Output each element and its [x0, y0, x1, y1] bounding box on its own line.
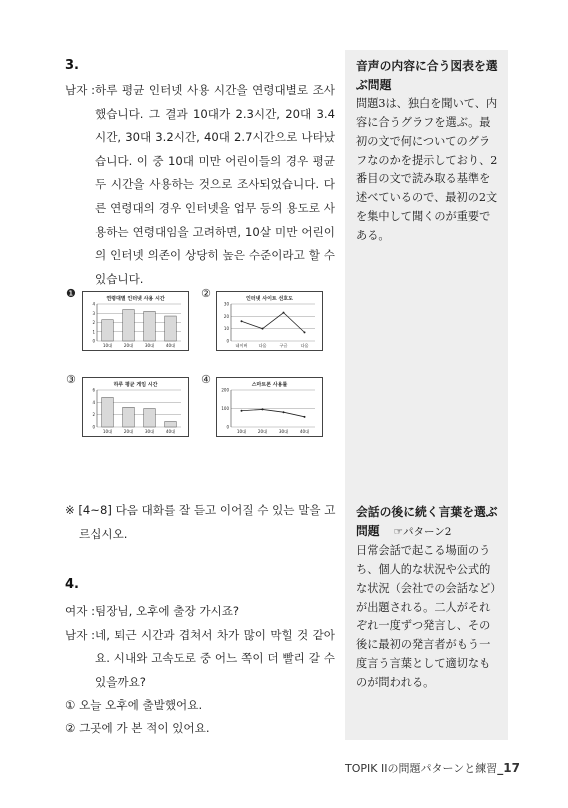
pattern-reference: ☞パターン2 — [393, 525, 452, 538]
question-4-number: 4. — [65, 577, 79, 592]
y-tick-label: 4 — [92, 301, 95, 307]
script-text: 팀장님, 오후에 출장 가시죠? — [95, 604, 240, 618]
bar — [123, 407, 135, 427]
chart-plot — [217, 292, 324, 352]
chart-plot — [83, 378, 190, 438]
series-line — [242, 313, 305, 333]
bar — [165, 316, 177, 341]
data-point — [304, 331, 306, 333]
answer-option-1: ① 오늘 오후에 출발했어요. — [65, 698, 203, 712]
y-tick-label: 10 — [223, 326, 229, 332]
option-marker: ④ — [201, 373, 211, 386]
x-tick-label: 10대 — [236, 429, 247, 434]
bar — [144, 311, 156, 341]
script-text: 하루 평균 인터넷 사용 시간을 연령대별로 조사했습니다. 그 결과 10대가 2.3시간, 20대 3.4시간, 30대 3.2시간, 40대 2.7시간으로 나타났습니다. 이 중 10대 미만 어린이들의 경우 평균 두 시간을 사용하는 것으로 조사되었습니다. 다른 연령대의 경우 인터넷을 업무 등의 용도로 사용하는 연령대임을 고려하면, 10살 미만 어린이의 인터넷 의존이 상당히 높은 수준이라고 할 수 있습니다. — [95, 83, 335, 286]
page-footer — [345, 760, 520, 776]
y-tick-label: 3 — [92, 310, 95, 316]
x-tick-label: 10대 — [102, 429, 113, 434]
y-tick-label: 20 — [223, 313, 229, 319]
option-marker: ③ — [66, 373, 76, 386]
bar — [102, 397, 114, 427]
data-point — [283, 411, 285, 413]
commentary-block-q3 — [356, 57, 501, 246]
chart-title: 연령대별 인터넷 사용 시간 — [106, 296, 165, 302]
chart-option-3 — [82, 377, 189, 437]
chart-title: 인터넷 사이트 선호도 — [246, 296, 293, 302]
commentary-title: 会話の後に続く言葉を選ぶ問題 ☞パターン2 — [356, 505, 498, 538]
x-tick-label: 20대 — [123, 343, 134, 348]
script-text: 네, 퇴근 시간과 겹쳐서 차가 많이 막힐 것 같아요. 시내와 고속도로 중 어느 쪽이 더 빨리 갈 수 있을까요? — [95, 627, 335, 689]
y-tick-label: 2 — [92, 412, 95, 418]
option-marker: ② — [201, 287, 211, 300]
x-tick-label: 20대 — [123, 429, 134, 434]
commentary-body: 問題3は、独白を聞いて、内容に合うグラフを選ぶ。最初の文で何についてのグラフなのかを提示しており、2番目の文で読み取る基準を述べているので、最初の2文を集中して聞くのが重要である。 — [356, 96, 498, 243]
y-tick-label: 0 — [226, 424, 229, 430]
question-3-number: 3. — [65, 58, 79, 73]
y-tick-label: 200 — [221, 387, 229, 393]
y-tick-label: 4 — [92, 399, 95, 405]
x-tick-label: 40대 — [165, 343, 176, 348]
y-tick-label: 2 — [92, 320, 95, 325]
bar — [102, 320, 114, 341]
y-tick-label: 0 — [92, 338, 95, 344]
instruction-text: ※ [4~8] 다음 대화를 잘 듣고 이어질 수 있는 말을 고르십시오. — [65, 503, 336, 541]
x-tick-label: 10대 — [102, 343, 113, 348]
x-tick-label: 네이버 — [235, 343, 248, 348]
bar — [165, 421, 177, 427]
speaker-label: 남자 : — [65, 627, 95, 642]
y-tick-label: 1 — [92, 329, 95, 335]
y-tick-label: 6 — [92, 387, 95, 393]
x-tick-label: 구글 — [279, 343, 288, 348]
x-tick-label: 다음 — [258, 343, 267, 348]
option-marker: ❶ — [66, 287, 76, 300]
data-point — [304, 416, 306, 418]
data-point — [262, 328, 264, 330]
speaker-label: 여자 : — [65, 604, 95, 618]
commentary-body: 日常会話で起こる場面のうち、個人的な状況や公式的な状況（会社での会話など）が出題される。二人がそれぞれ一度ずつ発言し、その後に最初の発言者がもう一度言う言葉として適切なものが問われる。 — [356, 543, 496, 690]
y-tick-label: 0 — [226, 338, 229, 344]
x-tick-label: 30대 — [144, 429, 155, 434]
data-point — [241, 410, 243, 412]
x-tick-label: 20대 — [257, 429, 268, 434]
bar — [144, 409, 156, 428]
y-tick-label: 30 — [223, 301, 229, 307]
chart-plot — [217, 378, 324, 438]
chart-plot — [83, 292, 190, 352]
y-tick-label: 0 — [92, 424, 95, 430]
chart-title: 하루 평균 게임 시간 — [113, 382, 158, 388]
x-tick-label: 30대 — [144, 343, 155, 348]
x-tick-label: 30대 — [278, 429, 289, 434]
chart-option-2 — [216, 291, 323, 351]
x-tick-label: 40대 — [165, 429, 176, 434]
data-point — [241, 320, 243, 322]
commentary-block-q4 — [356, 503, 501, 693]
speaker-label: 남자 : — [65, 83, 95, 97]
question-4-script — [65, 600, 335, 694]
x-tick-label: 40대 — [299, 429, 310, 434]
footer-title: TOPIK IIの問題パターンと練習 — [345, 762, 498, 775]
answer-option-2: ② 그곳에 가 본 적이 있어요. — [65, 721, 210, 735]
y-tick-label: 100 — [221, 406, 229, 411]
chart-option-1 — [82, 291, 189, 351]
chart-title: 스마트폰 사용률 — [251, 382, 288, 388]
chart-option-4 — [216, 377, 323, 437]
x-tick-label: 다음 — [300, 343, 309, 348]
question-3-script — [65, 79, 335, 291]
series-line — [242, 409, 305, 416]
bar — [123, 310, 135, 341]
commentary-title: 音声の内容に合う図表を選ぶ問題 — [356, 59, 498, 92]
data-point — [283, 312, 285, 314]
data-point — [262, 408, 264, 410]
page-number: _17 — [497, 761, 520, 775]
